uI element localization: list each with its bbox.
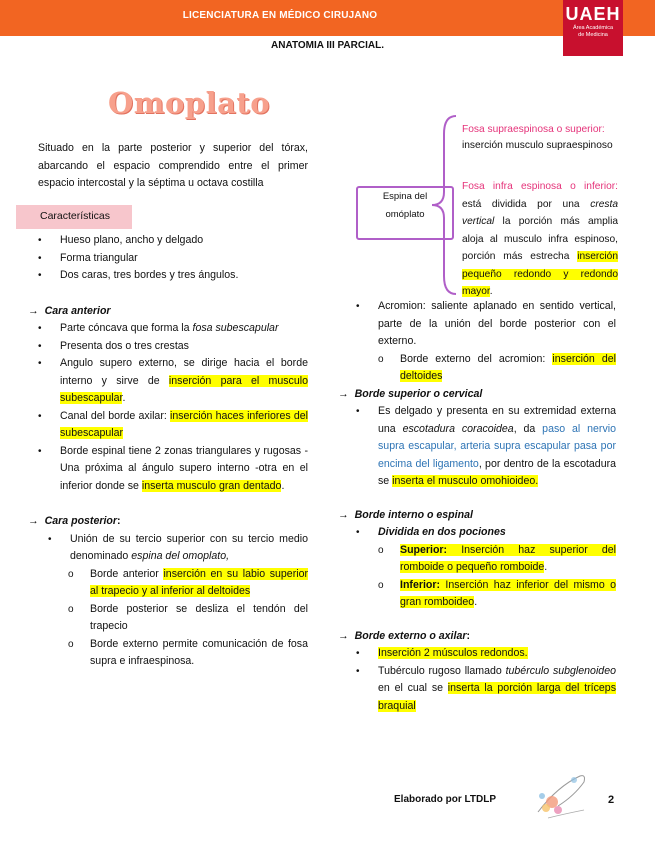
borde-interno-heading xyxy=(338,507,616,525)
highlight-text: inserción del deltoides xyxy=(400,352,616,382)
header-bar-text: LICENCIATURA EN MÉDICO CIRUJANO xyxy=(182,10,378,21)
features-label: Características xyxy=(40,210,111,222)
list-item xyxy=(48,531,308,671)
sub-list-item xyxy=(378,577,616,612)
highlight-text: inserción en su labio superior al trapecio y al inferior al deltoides xyxy=(90,567,308,597)
document-subtitle: ANATOMIA III PARCIAL. xyxy=(271,40,384,51)
features-label-box xyxy=(16,205,132,229)
arrow-icon: → xyxy=(338,508,349,521)
borde-superior-heading xyxy=(338,386,616,404)
item-text: Parte cóncava que forma la xyxy=(60,322,193,334)
item-text: , por dentro de la escotadura se xyxy=(378,457,617,487)
item-text: Tubérculo rugoso llamado xyxy=(378,664,506,677)
sub-list-item: o Borde posterior se desliza el tendón del trapecio xyxy=(68,601,308,636)
header-bar xyxy=(0,0,655,36)
borde-superior-list xyxy=(346,403,616,491)
borde-externo-heading-text: Borde externo o axilar xyxy=(354,629,467,642)
fosa-superior-text: inserción musculo supraespinoso xyxy=(462,140,613,151)
acromion-text: Acromion: saliente aplanado en sentido vertical, parte de la unión del borde posterior con el externo. xyxy=(378,300,616,347)
acromion-list xyxy=(346,298,616,386)
fosa-inferior xyxy=(462,178,618,301)
item-text: Unión de su tercio superior con su tercio medio denominado xyxy=(70,532,308,562)
fosas-block xyxy=(462,122,618,301)
intro-paragraph: Situado en la parte posterior y superior del tórax, abarcando el espacio comprendido entre el primer espacio intercostal y la séptima u octava costilla xyxy=(38,142,308,189)
brace-icon xyxy=(430,114,460,296)
highlight-text: inserta la porción larga del tríceps braquial xyxy=(378,682,616,712)
highlight-text: Inserción haz inferior del mismo o gran romboideo xyxy=(400,578,616,608)
heading-colon: : xyxy=(466,629,470,642)
highlight-text: inserción para el musculo subescapular xyxy=(60,374,308,404)
arrow-icon: → xyxy=(338,387,349,400)
item-text: la porción más amplia aloja al musculo infra espinoso, porción más estrecha xyxy=(462,216,618,262)
item-text: . xyxy=(544,561,548,573)
signature-flower-icon xyxy=(528,766,598,826)
list-item: • Hueso plano, ancho y delgado xyxy=(38,232,308,250)
item-text: Borde espinal tiene 2 zonas triangulares y rugosas -Una próxima al ángulo supero interno -otra en el inferior donde se xyxy=(60,444,308,492)
cara-posterior-sublist xyxy=(68,566,308,671)
list-item xyxy=(38,355,308,408)
fosa-superior xyxy=(462,122,618,154)
espina-box-line1: Espina del xyxy=(382,191,428,202)
left-column xyxy=(28,232,308,671)
item-italic: tubérculo subglenoideo xyxy=(505,664,616,677)
borde-superior-heading-text: Borde superior o cervical xyxy=(354,387,483,400)
label-bold: Inferior: xyxy=(400,578,441,591)
borde-interno-sub: Dividida en dos pociones xyxy=(378,526,506,538)
item-text: Borde externo del acromion: xyxy=(400,352,553,365)
cara-anterior-heading xyxy=(28,303,308,321)
label-bold: Superior: xyxy=(400,543,448,556)
borde-interno-heading-text: Borde interno o espinal xyxy=(354,508,473,521)
item-text: . xyxy=(281,479,285,492)
item-text: . xyxy=(474,596,478,608)
borde-interno-list xyxy=(346,524,616,612)
highlight-text: inserta el musculo omohioideo. xyxy=(392,475,539,487)
cara-posterior-heading-text: Cara posterior xyxy=(44,515,118,527)
highlight-text: Inserción 2 músculos redondos. xyxy=(378,647,528,659)
sub-list-item xyxy=(68,566,308,601)
footer-credit: Elaborado por LTDLP xyxy=(394,794,497,805)
arrow-icon: → xyxy=(338,629,349,642)
highlight-text: inserta musculo gran dentado xyxy=(141,479,282,492)
highlight-text: inserción pequeño redondo y redondo mayor xyxy=(462,251,618,297)
acromion-sublist xyxy=(378,351,616,386)
cara-anterior-list xyxy=(38,320,308,495)
cara-posterior-heading xyxy=(28,513,308,531)
item-italic: cresta vertical xyxy=(462,198,618,227)
list-item xyxy=(356,663,616,716)
item-italic: escotadura coracoidea xyxy=(402,422,514,435)
features-list xyxy=(38,232,308,285)
sub-list-item: o Borde externo permite comunicación de fosa supra e infraespinosa. xyxy=(68,636,308,671)
item-italic: espina del omoplato, xyxy=(131,550,230,562)
page-number: 2 xyxy=(608,794,615,806)
list-item xyxy=(356,645,616,663)
item-italic: fosa subescapular xyxy=(192,322,279,334)
list-item xyxy=(38,443,308,496)
borde-interno-sublist xyxy=(378,542,616,612)
item-text: , da xyxy=(513,422,543,435)
list-item xyxy=(356,524,616,612)
list-item: • Dos caras, tres bordes y tres ángulos. xyxy=(38,267,308,285)
heading-colon: : xyxy=(117,515,121,527)
borde-externo-list xyxy=(346,645,616,715)
borde-externo-heading xyxy=(338,628,616,646)
list-item xyxy=(38,408,308,443)
list-item xyxy=(38,320,308,338)
item-text: Es delgado y presenta en su extremidad externa una xyxy=(378,405,616,435)
item-text: Canal del borde axilar: xyxy=(60,409,170,422)
item-text: . xyxy=(122,392,126,404)
sub-list-item xyxy=(378,542,616,577)
highlight-text: inserción haces inferiores del subescapular xyxy=(60,409,308,439)
page-title: Omoplato xyxy=(108,86,271,120)
logo-sub1: Área Académica xyxy=(572,25,614,31)
sub-list-item xyxy=(378,351,616,386)
highlight-text: Inserción haz superior del romboide o pequeño romboide xyxy=(400,543,616,573)
list-item: • Forma triangular xyxy=(38,250,308,268)
arrow-icon: → xyxy=(28,304,39,317)
item-text: Angulo supero externo, se dirige hacia el borde interno y sirve de xyxy=(60,357,308,387)
right-column xyxy=(338,298,617,715)
item-text: en el cual se xyxy=(378,682,448,694)
item-text: . xyxy=(489,286,493,297)
list-item xyxy=(356,298,616,386)
logo-main: UAEH xyxy=(565,4,621,24)
fosa-superior-label: Fosa supraespinosa o superior: xyxy=(462,124,605,135)
list-item: • Presenta dos o tres crestas xyxy=(38,338,308,356)
arrow-icon: → xyxy=(28,515,39,527)
cara-posterior-list xyxy=(38,531,308,671)
espina-box-line2: omóplato xyxy=(385,209,425,220)
logo-sub2: de Medicina xyxy=(578,32,608,38)
fosa-inferior-label: Fosa infra espinosa o inferior: xyxy=(462,181,618,192)
item-text: Borde anterior xyxy=(90,567,164,580)
item-text: está dividida por una xyxy=(462,198,591,210)
blue-text: paso al nervio supra escapular, arteria supra escapular pasa por encima del ligamento xyxy=(378,422,616,470)
cara-anterior-heading-text: Cara anterior xyxy=(44,304,111,317)
list-item xyxy=(356,403,616,491)
